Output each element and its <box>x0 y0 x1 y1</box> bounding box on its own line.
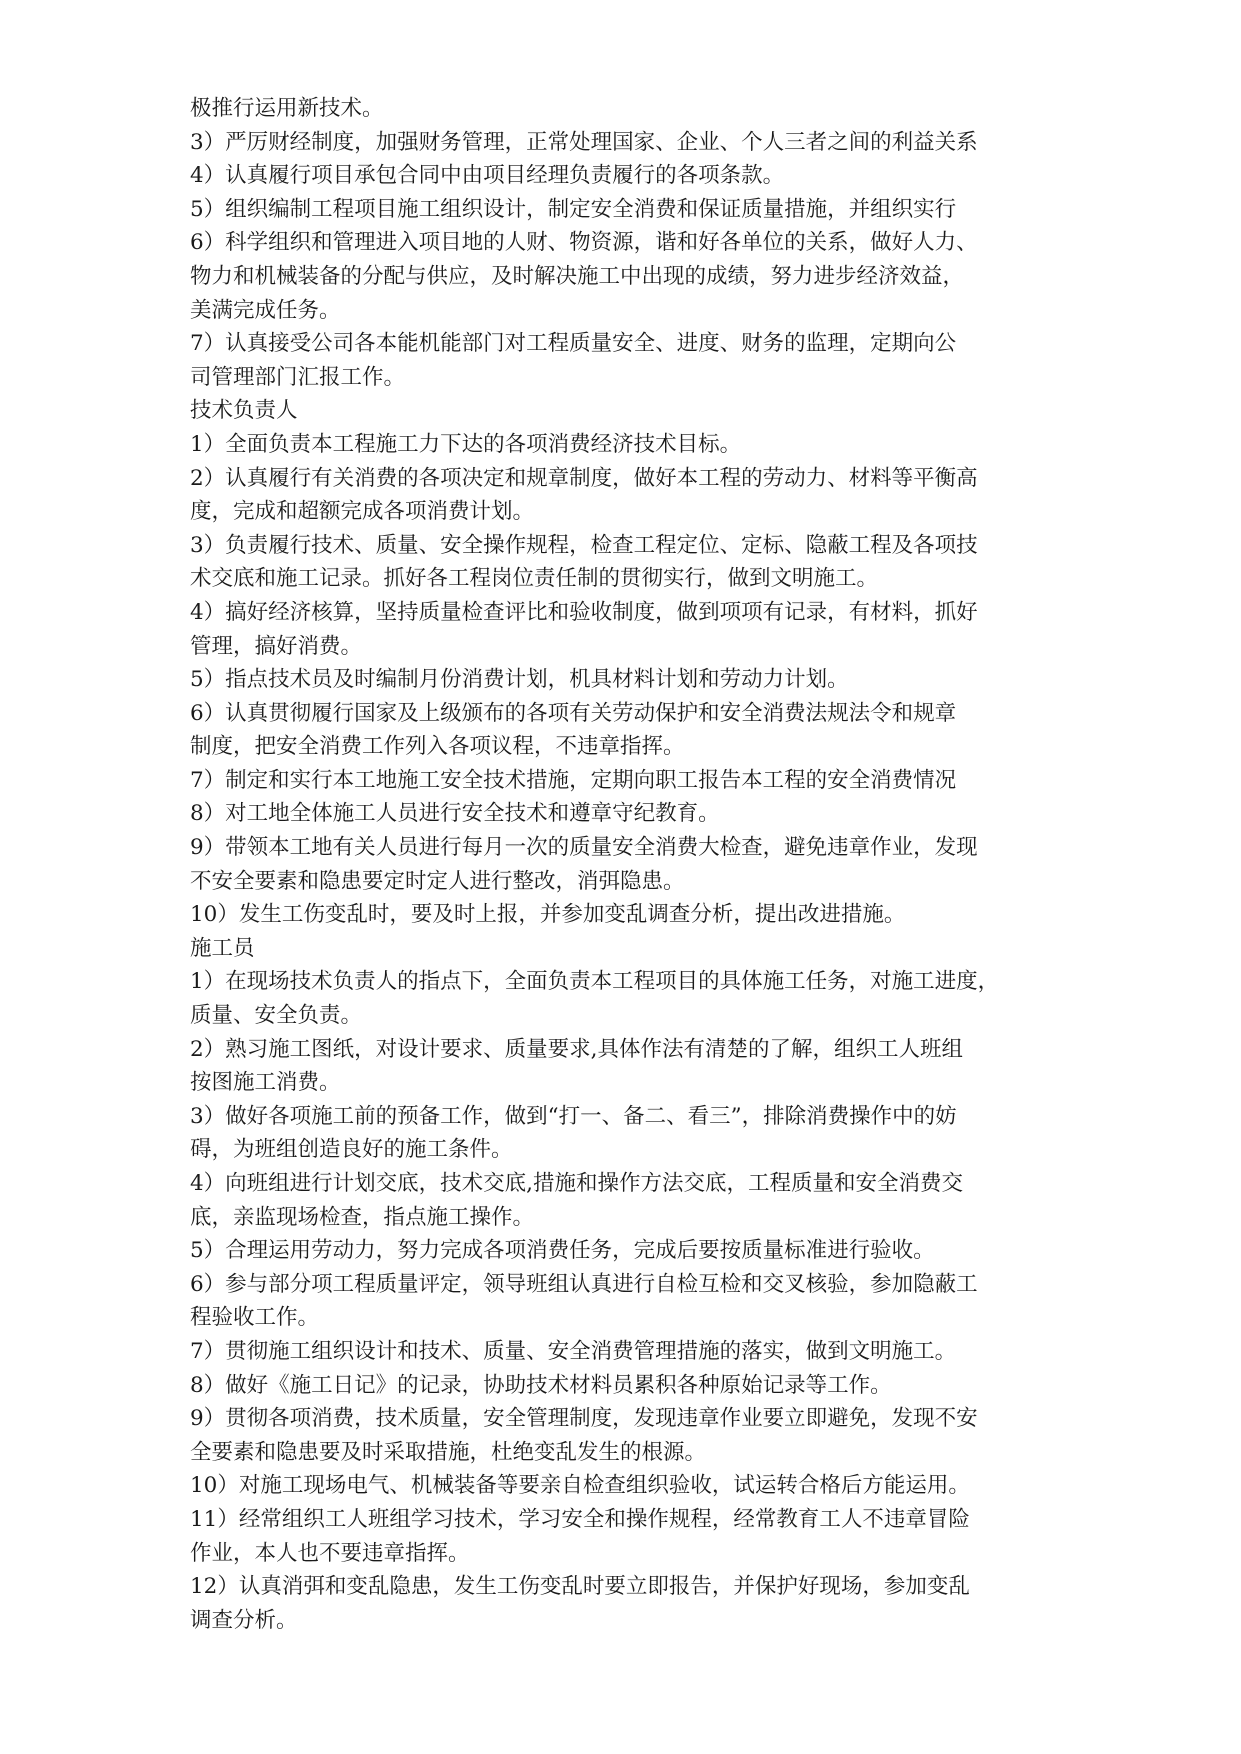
text-line: 司管理部门汇报工作。 <box>190 364 406 390</box>
text-line: 11）经常组织工人班组学习技术，学习安全和操作规程，经常教育工人不违章冒险 <box>190 1506 970 1532</box>
text-line: 8）对工地全体施工人员进行安全技术和遵章守纪教育。 <box>190 801 720 827</box>
text-line: 9）带领本工地有关人员进行每月一次的质量安全消费大检查，避免违章作业，发现 <box>190 835 978 861</box>
text-line: 质量、安全负责。 <box>190 1003 363 1029</box>
section-heading-construction-staff: 施工员 <box>190 935 255 961</box>
text-line: 3）做好各项施工前的预备工作，做到“打一、备二、看三”，排除消费操作中的妨 <box>190 1103 957 1129</box>
text-line: 2）熟习施工图纸，对设计要求、质量要求,具体作法有清楚的了解，组织工人班组 <box>190 1036 964 1062</box>
text-line: 美满完成任务。 <box>190 297 341 323</box>
text-line: 3）严厉财经制度，加强财务管理，正常处理国家、企业、个人三者之间的利益关系 <box>190 129 978 155</box>
text-line: 4）搞好经济核算，坚持质量检查评比和验收制度，做到项项有记录，有材料，抓好 <box>190 599 978 625</box>
text-line: 7）认真接受公司各本能机能部门对工程质量安全、进度、财务的监理，定期向公 <box>190 331 957 357</box>
text-line: 调查分析。 <box>190 1607 298 1633</box>
text-line: 制度，把安全消费工作列入各项议程，不违章指挥。 <box>190 734 685 760</box>
text-line: 1）在现场技术负责人的指点下，全面负责本工程项目的具体施工任务，对施工进度， <box>190 969 1000 995</box>
text-line: 12）认真消弭和变乱隐患，发生工伤变乱时要立即报告，并保护好现场，参加变乱 <box>190 1574 970 1600</box>
text-line: 10）对施工现场电气、机械装备等要亲自检查组织验收，试运转合格后方能运用。 <box>190 1473 970 1499</box>
text-line: 术交底和施工记录。抓好各工程岗位责任制的贯彻实行，做到文明施工。 <box>190 566 879 592</box>
text-line: 4）向班组进行计划交底，技术交底,措施和操作方法交底，工程质量和安全消费交 <box>190 1171 964 1196</box>
text-line: 物力和机械装备的分配与供应，及时解决施工中出现的成绩，努力进步经济效益， <box>190 263 965 289</box>
text-line: 3）负责履行技术、质量、安全操作规程，检查工程定位、定标、隐蔽工程及各项技 <box>190 532 978 558</box>
text-line: 5）组织编制工程项目施工组织设计，制定安全消费和保证质量措施，并组织实行 <box>190 196 957 222</box>
text-line: 极推行运用新技术。 <box>190 96 384 121</box>
text-line: 6）参与部分项工程质量评定，领导班组认真进行自检互检和交叉核验，参加隐蔽工 <box>190 1271 978 1297</box>
text-line: 全要素和隐患要及时采取措施，杜绝变乱发生的根源。 <box>190 1439 707 1465</box>
text-line: 9）贯彻各项消费，技术质量，安全管理制度，发现违章作业要立即避免，发现不安 <box>190 1406 978 1432</box>
text-line: 1）全面负责本工程施工力下达的各项消费经济技术目标。 <box>190 431 742 457</box>
text-line: 6）科学组织和管理进入项目地的人财、物资源，谐和好各单位的关系，做好人力、 <box>190 230 978 256</box>
text-line: 7）制定和实行本工地施工安全技术措施，定期向职工报告本工程的安全消费情况 <box>190 767 957 793</box>
text-line: 按图施工消费。 <box>190 1070 341 1096</box>
document-body <box>190 92 1090 1637</box>
text-line: 作业，本人也不要违章指挥。 <box>190 1540 470 1566</box>
text-line: 4）认真履行项目承包合同中由项目经理负责履行的各项条款。 <box>190 163 785 189</box>
text-line: 2）认真履行有关消费的各项决定和规章制度，做好本工程的劳动力、材料等平衡高 <box>190 465 978 491</box>
text-line: 底，亲监现场检查，指点施工操作。 <box>190 1204 535 1230</box>
section-heading-tech-lead: 技术负责人 <box>190 398 298 424</box>
text-line: 7）贯彻施工组织设计和技术、质量、安全消费管理措施的落实，做到文明施工。 <box>190 1338 957 1364</box>
text-line: 5）合理运用劳动力，努力完成各项消费任务，完成后要按质量标准进行验收。 <box>190 1238 935 1264</box>
text-line: 6）认真贯彻履行国家及上级颁布的各项有关劳动保护和安全消费法规法令和规章 <box>190 700 957 726</box>
text-line: 度，完成和超额完成各项消费计划。 <box>190 499 535 525</box>
text-line: 管理，搞好消费。 <box>190 633 363 659</box>
text-line: 不安全要素和隐患要定时定人进行整改，消弭隐患。 <box>190 868 685 894</box>
text-line: 8）做好《施工日记》的记录，协助技术材料员累积各种原始记录等工作。 <box>190 1372 892 1398</box>
text-line: 碍，为班组创造良好的施工条件。 <box>190 1137 513 1163</box>
text-line: 程验收工作。 <box>190 1305 320 1331</box>
text-line: 10）发生工伤变乱时，要及时上报，并参加变乱调查分析，提出改进措施。 <box>190 902 906 928</box>
text-line: 5）指点技术员及时编制月份消费计划，机具材料计划和劳动力计划。 <box>190 667 849 693</box>
